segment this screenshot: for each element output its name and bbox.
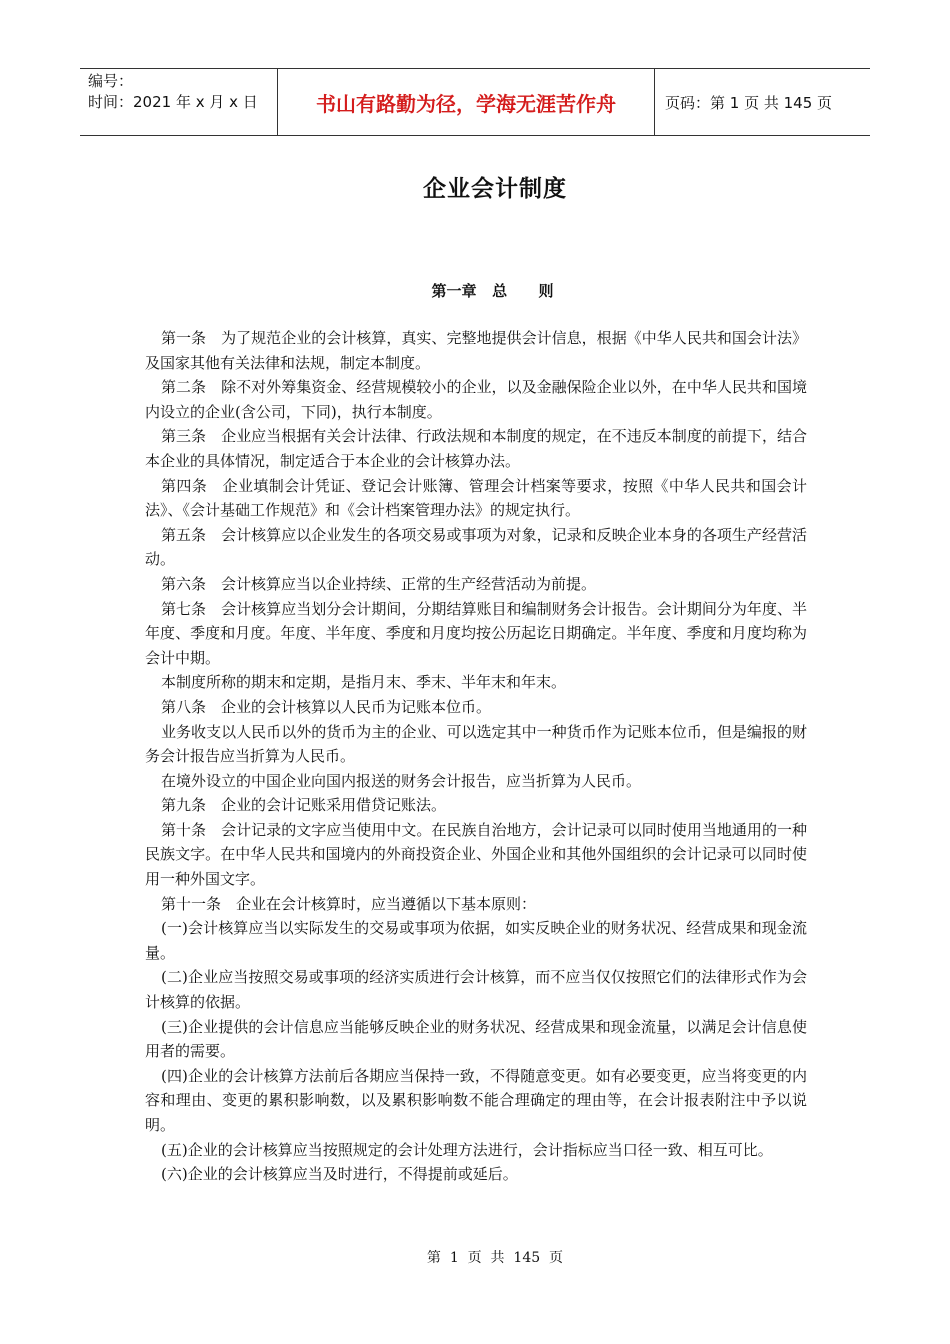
- paragraph: (四)企业的会计核算方法前后各期应当保持一致，不得随意变更。如有必要变更，应当将变更的内容和理由、变更的累积影响数，以及累积影响数不能合理确定的理由等，在会计报表附注中予以说明。: [145, 1066, 807, 1134]
- header-motto: 书山有路勤为径，学海无涯苦作舟: [278, 69, 655, 135]
- paragraph: 第十条 会计记录的文字应当使用中文。在民族自治地方，会计记录可以同时使用当地通用的一种民族文字。在中华人民共和国境内的外商投资企业、外国企业和其他外国组织的会计记录可以同时使用一种外国文字。: [145, 820, 807, 889]
- paragraph: 业务收支以人民币以外的货币为主的企业、可以选定其中一种货币作为记账本位币，但是编报的财务会计报告应当折算为人民币。: [145, 722, 807, 766]
- header-page-info: 页码：第 1 页 共 145 页: [665, 93, 833, 112]
- page-footer: 第 1 页 共 145 页: [426, 1250, 564, 1266]
- paragraph: 第九条 企业的会计记账采用借贷记账法。: [161, 796, 447, 815]
- paragraph: 第四条 企业填制会计凭证、登记会计账簿、管理会计档案等要求，按照《中华人民共和国会计法》、《会计基础工作规范》和《会计档案管理办法》的规定执行。: [145, 476, 807, 520]
- header-number-label: 编号：: [88, 72, 134, 90]
- document-body: [145, 326, 807, 1187]
- document-title: 企业会计制度: [423, 176, 567, 202]
- paragraph: 第二条 除不对外筹集资金、经营规模较小的企业，以及金融保险企业以外，在中华人民共和国境内设立的企业(含公司，下同)，执行本制度。: [145, 378, 807, 421]
- paragraph: (二)企业应当按照交易或事项的经济实质进行会计核算，而不应当仅仅按照它们的法律形式作为会计核算的依据。: [145, 968, 807, 1012]
- paragraph: (六)企业的会计核算应当及时进行，不得提前或延后。: [161, 1165, 518, 1184]
- paragraph: (五)企业的会计核算应当按照规定的会计处理方法进行，会计指标应当口径一致、相互可比。: [161, 1140, 773, 1159]
- paragraph: 在境外设立的中国企业向国内报送的财务会计报告，应当折算为人民币。: [161, 771, 642, 790]
- chapter-heading: 第一章 总 则: [431, 282, 554, 300]
- paragraph: 第六条 会计核算应当以企业持续、正常的生产经营活动为前提。: [161, 574, 597, 593]
- header-table: [80, 68, 870, 136]
- paragraph: (三)企业提供的会计信息应当能够反映企业的财务状况、经营成果和现金流量，以满足会计信息使用者的需要。: [145, 1017, 807, 1061]
- paragraph: 第八条 企业的会计核算以人民币为记账本位币。: [161, 697, 492, 716]
- paragraph: (一)会计核算应当以实际发生的交易或事项为依据，如实反映企业的财务状况、经营成果和现金流量。: [145, 919, 807, 962]
- paragraph: 第一条 为了规范企业的会计核算，真实、完整地提供会计信息，根据《中华人民共和国会计法》及国家其他有关法律和法规，制定本制度。: [145, 329, 807, 372]
- paragraph: 第三条 企业应当根据有关会计法律、行政法规和本制度的规定，在不违反本制度的前提下，结合本企业的具体情况，制定适合于本企业的会计核算办法。: [145, 427, 807, 470]
- paragraph: 本制度所称的期末和定期，是指月末、季末、半年末和年末。: [161, 673, 567, 692]
- header-meta-cell: [80, 69, 278, 135]
- paragraph: 第五条 会计核算应以企业发生的各项交易或事项为对象，记录和反映企业本身的各项生产经营活动。: [145, 525, 807, 569]
- paragraph: 第七条 会计核算应当划分会计期间，分期结算账目和编制财务会计报告。会计期间分为年度、半年度、季度和月度。年度、半年度、季度和月度均按公历起讫日期确定。半年度、季度和月度均称为会计中期。: [145, 599, 807, 667]
- header-time-label: 时间：2021 年 x 月 x 日: [88, 93, 258, 111]
- paragraph: 第十一条 企业在会计核算时，应当遵循以下基本原则：: [161, 894, 537, 913]
